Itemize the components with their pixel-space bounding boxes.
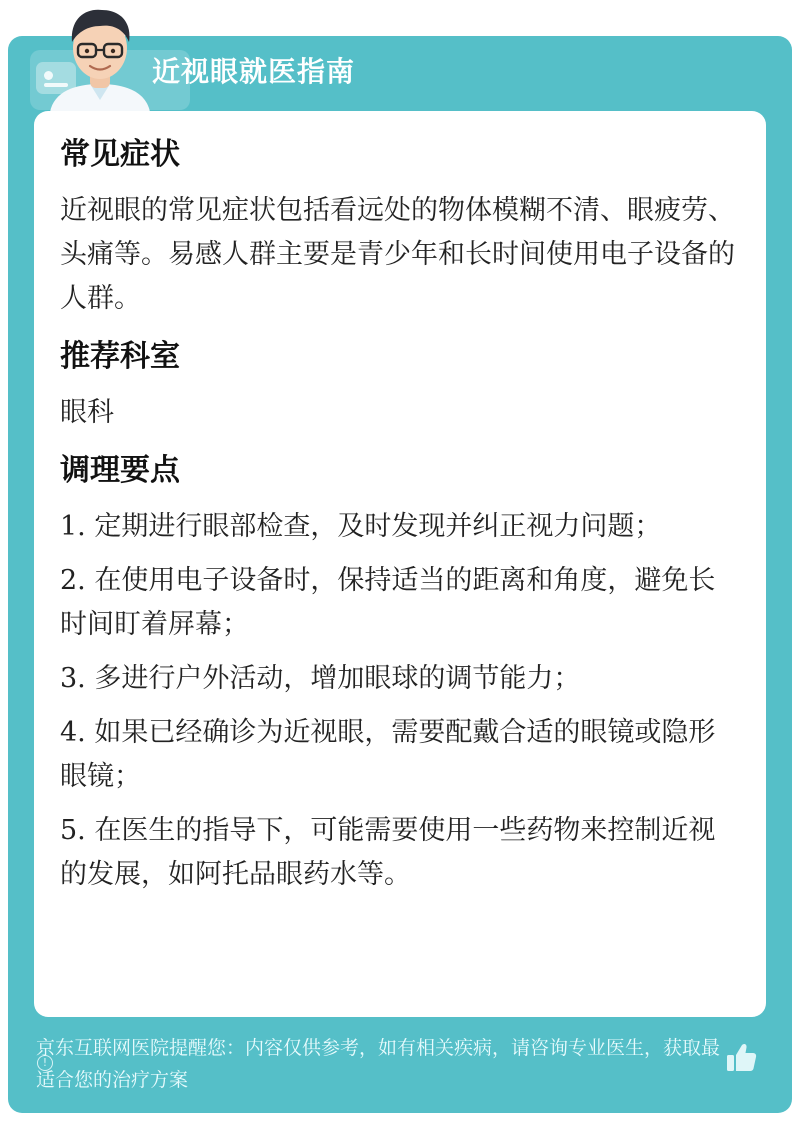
list-item: 3. 多进行户外活动，增加眼球的调节能力； [60,663,581,694]
thumbs-up-icon[interactable] [723,1040,759,1076]
list-item: 4. 如果已经确诊为近视眼，需要配戴合适的眼镜或隐形眼镜； [60,717,716,792]
care-heading: 调理要点 [60,453,180,488]
content-card [34,111,766,1017]
list-item: 1. 定期进行眼部检查，及时发现并纠正视力问题； [60,511,662,542]
doctor-avatar-icon [40,0,160,112]
disclaimer-text: 京东互联网医院提醒您：内容仅供参考，如有相关疾病，请咨询专业医生，获取最适合您的治疗方案 [36,1037,721,1091]
info-icon: ! [37,1055,53,1071]
symptoms-heading: 常见症状 [60,137,180,172]
department-heading: 推荐科室 [60,339,180,374]
list-item: 2. 在使用电子设备时，保持适当的距离和角度，避免长时间盯着屏幕； [60,565,716,640]
list-item: 5. 在医生的指导下，可能需要使用一些药物来控制近视的发展，如阿托品眼药水等。 [60,815,716,890]
page-title: 近视眼就医指南 [152,55,356,88]
department-text: 眼科 [60,397,114,428]
symptoms-text: 近视眼的常见症状包括看远处的物体模糊不清、眼疲劳、头痛等。易感人群主要是青少年和长时间使用电子设备的人群。 [60,195,735,314]
